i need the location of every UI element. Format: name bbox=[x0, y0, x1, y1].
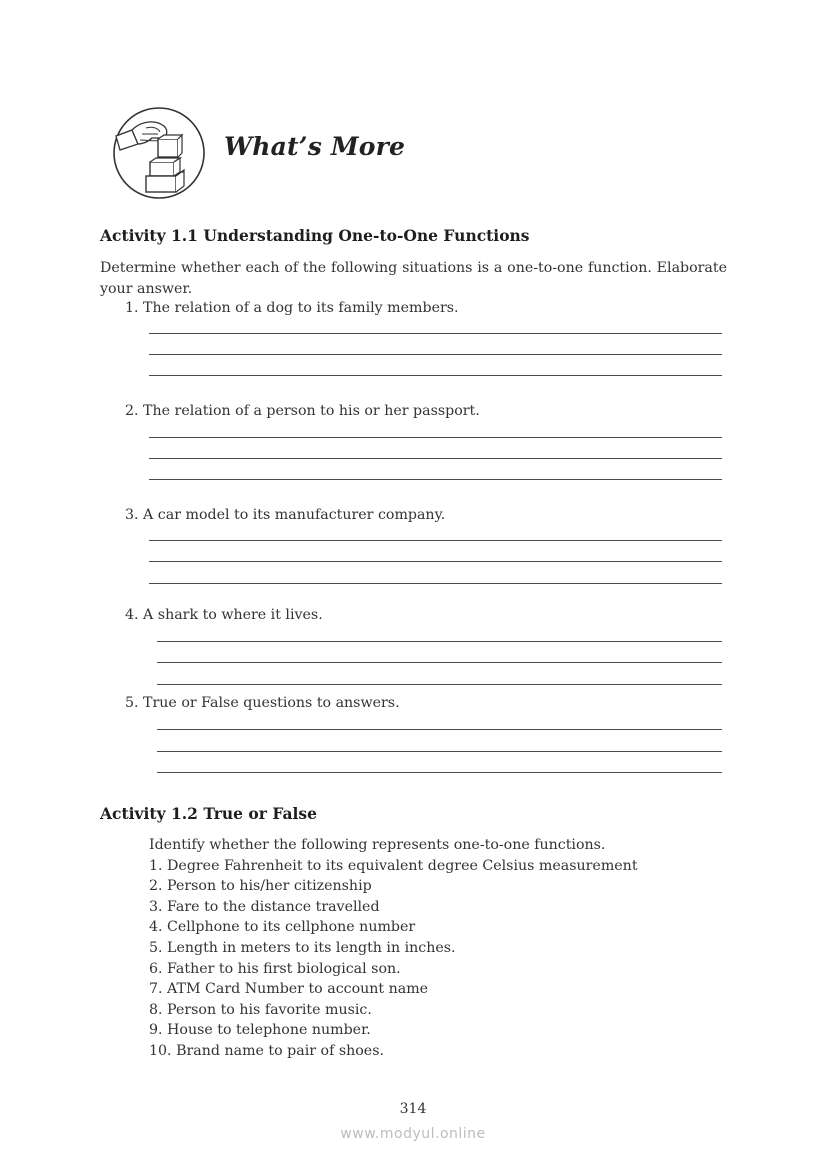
answer-line[interactable] bbox=[157, 684, 722, 685]
answer-line[interactable] bbox=[157, 751, 722, 752]
activity-2-instructions: Identify whether the following represents one-to-one functions. bbox=[149, 837, 606, 853]
list-item: 7. ATM Card Number to account name bbox=[149, 981, 429, 998]
list-item: 8. Person to his favorite music. bbox=[149, 1001, 372, 1018]
question-4: 4. A shark to where it lives. bbox=[125, 607, 323, 623]
list-item: 4. Cellphone to its cellphone number bbox=[149, 919, 416, 936]
question-1: 1. The relation of a dog to its family members. bbox=[125, 300, 459, 316]
answer-line[interactable] bbox=[149, 583, 722, 584]
answer-line[interactable] bbox=[149, 479, 722, 480]
answer-line[interactable] bbox=[157, 772, 722, 773]
list-item: 10. Brand name to pair of shoes. bbox=[149, 1042, 384, 1059]
answer-line[interactable] bbox=[157, 641, 722, 642]
answer-line[interactable] bbox=[149, 375, 722, 376]
page-number: 314 bbox=[399, 1101, 427, 1117]
answer-line[interactable] bbox=[149, 540, 722, 541]
answer-line[interactable] bbox=[157, 662, 722, 663]
activity-2-list bbox=[149, 835, 638, 1062]
question-2: 2. The relation of a person to his or her passport. bbox=[125, 403, 480, 419]
list-item: 5. Length in meters to its length in inches. bbox=[149, 939, 456, 956]
question-5: 5. True or False questions to answers. bbox=[125, 695, 400, 711]
answer-line[interactable] bbox=[149, 561, 722, 562]
answer-line[interactable] bbox=[149, 333, 722, 334]
activity-1-heading: Activity 1.1 Understanding One-to-One Functions bbox=[100, 226, 530, 245]
list-item: 3. Fare to the distance travelled bbox=[149, 898, 380, 915]
hand-stacking-blocks-icon bbox=[112, 106, 206, 200]
question-3: 3. A car model to its manufacturer company. bbox=[125, 507, 446, 523]
answer-line[interactable] bbox=[149, 437, 722, 438]
activity-2-heading: Activity 1.2 True or False bbox=[100, 804, 318, 823]
list-item: 1. Degree Fahrenheit to its equivalent degree Celsius measurement bbox=[149, 857, 638, 874]
section-title: What’s More bbox=[224, 132, 406, 161]
list-item: 6. Father to his first biological son. bbox=[149, 960, 401, 977]
activity-1-instructions: Determine whether each of the following situations is a one-to-one function. Elaborate your answer. bbox=[100, 260, 727, 297]
list-item: 9. House to telephone number. bbox=[149, 1022, 371, 1039]
answer-line[interactable] bbox=[149, 458, 722, 459]
list-item: 2. Person to his/her citizenship bbox=[149, 878, 372, 895]
answer-line[interactable] bbox=[149, 354, 722, 355]
watermark: www.modyul.online bbox=[340, 1126, 486, 1142]
answer-line[interactable] bbox=[157, 729, 722, 730]
